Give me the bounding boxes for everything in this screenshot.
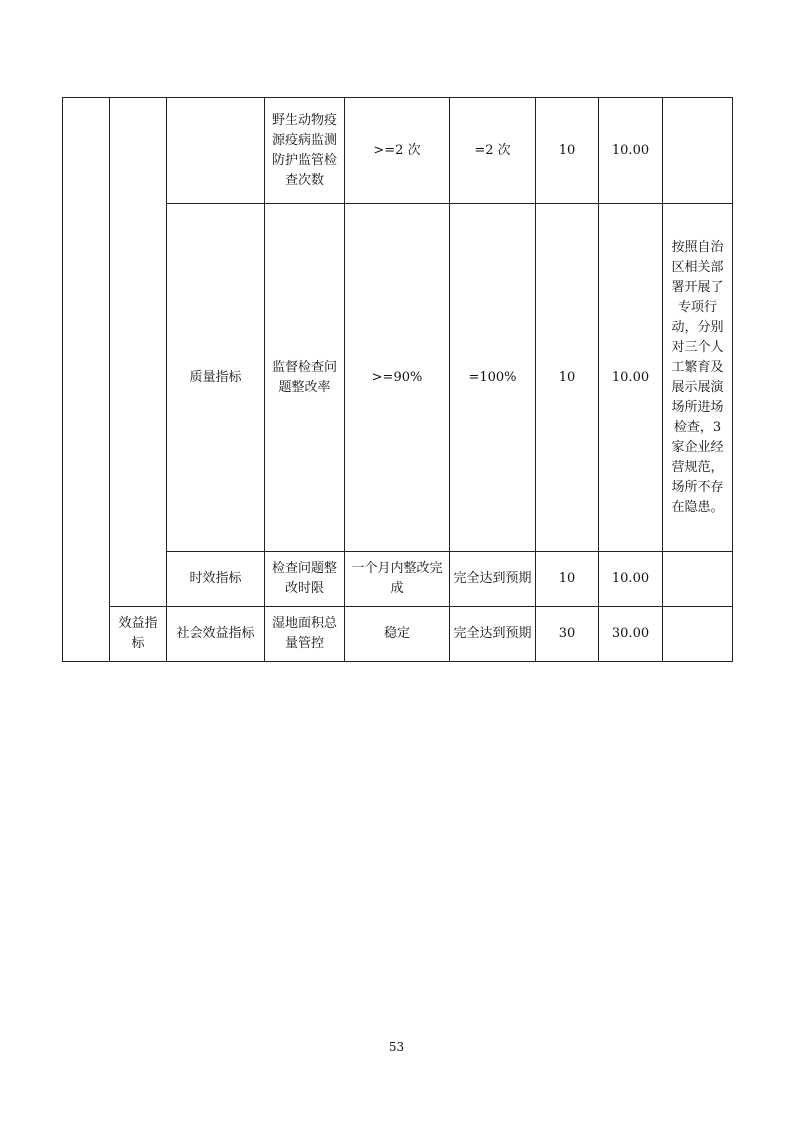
target-value-cell: 一个月内整改完成 <box>345 552 450 607</box>
weight-cell: 10 <box>536 552 599 607</box>
level1-indicator-cell <box>63 98 110 662</box>
note-cell: 按照自治区相关部署开展了专项行动，分别对三个人工繁育及展示展演场所进场检查，3 家企业经营规范，场所不存在隐患。 <box>663 204 733 552</box>
level3-indicator-cell: 时效指标 <box>167 552 265 607</box>
indicator-name-cell: 检查问题整改时限 <box>265 552 345 607</box>
weight-cell: 10 <box>536 204 599 552</box>
table-row <box>63 98 733 204</box>
note-cell <box>663 607 733 662</box>
page-number: 53 <box>388 1040 405 1054</box>
actual-value-cell: 完全达到预期 <box>450 607 536 662</box>
level2-indicator-cell <box>110 98 167 607</box>
level3-indicator-cell: 质量指标 <box>167 204 265 552</box>
indicator-name-cell: 监督检查问题整改率 <box>265 204 345 552</box>
weight-cell: 10 <box>536 98 599 204</box>
actual-value-cell: =2 次 <box>450 98 536 204</box>
level2-indicator-cell: 效益指标 <box>110 607 167 662</box>
indicator-name-cell: 湿地面积总量管控 <box>265 607 345 662</box>
score-cell: 10.00 <box>599 552 663 607</box>
target-value-cell: >=2 次 <box>345 98 450 204</box>
note-cell <box>663 98 733 204</box>
target-value-cell: >=90% <box>345 204 450 552</box>
indicator-name-cell: 野生动物疫源疫病监测防护监管检查次数 <box>265 98 345 204</box>
note-cell <box>663 552 733 607</box>
score-cell: 10.00 <box>599 204 663 552</box>
score-cell: 10.00 <box>599 98 663 204</box>
performance-indicator-table <box>62 97 733 662</box>
weight-cell: 30 <box>536 607 599 662</box>
actual-value-cell: =100% <box>450 204 536 552</box>
actual-value-cell: 完全达到预期 <box>450 552 536 607</box>
level3-indicator-cell <box>167 98 265 204</box>
target-value-cell: 稳定 <box>345 607 450 662</box>
score-cell: 30.00 <box>599 607 663 662</box>
table-row <box>63 607 733 662</box>
level3-indicator-cell: 社会效益指标 <box>167 607 265 662</box>
